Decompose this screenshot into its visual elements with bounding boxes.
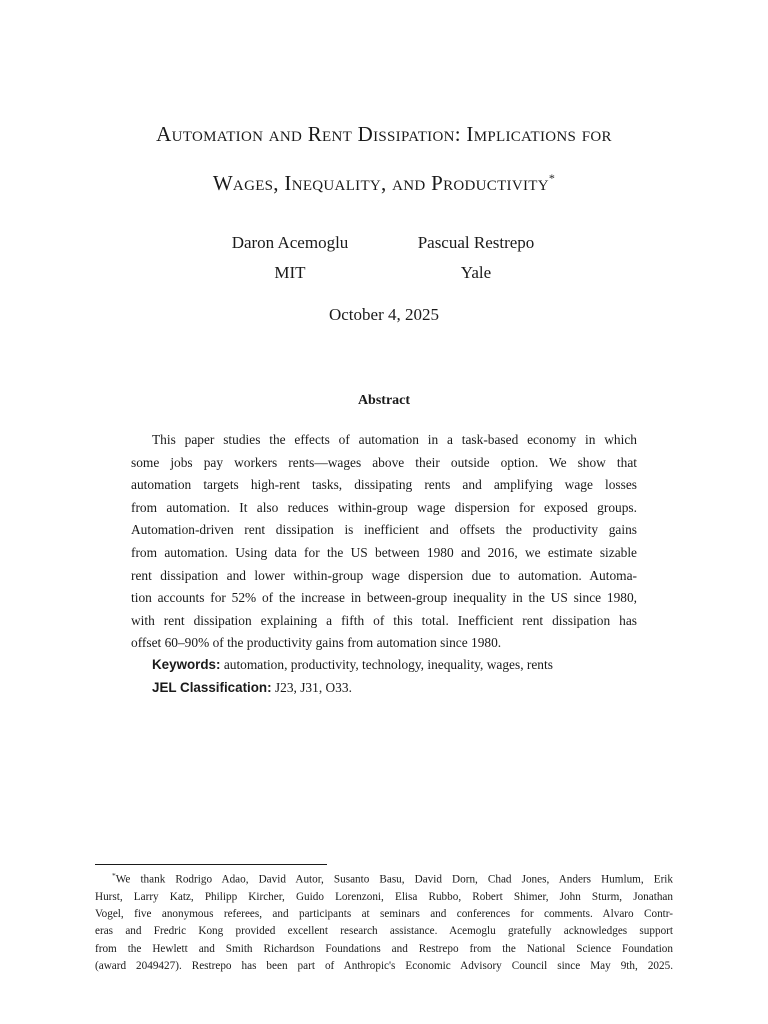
footnote-rule [95, 864, 327, 865]
footnote-line: (award 2049427). Restrepo has been part of Anthropic's Economic Advisory Council since May 9th, 2025. [95, 959, 673, 972]
abstract-line: offset 60–90% of the productivity gains from automation since 1980. [131, 635, 502, 651]
paper-date: October 4, 2025 [328, 305, 439, 324]
title-line-2 [60, 156, 708, 205]
abstract-line: from automation. It also reduces within-group wage dispersion for exposed groups. [131, 499, 637, 515]
abstract-heading: Abstract [357, 393, 411, 408]
keywords-label: Keywords: [152, 657, 221, 672]
title-line-2-text: Wages, Inequality, and Productivity [212, 171, 549, 195]
keywords [152, 657, 553, 673]
keywords-text: automation, productivity, technology, inequality, wages, rents [223, 657, 553, 672]
abstract-line: from automation. Using data for the US between 1980 and 2016, we estimate sizable [131, 544, 637, 560]
footnote-line: eras and Fredric Kong provided excellent research assistance. Acemoglu gratefully acknowledges support [95, 925, 673, 938]
abstract-line: Automation-driven rent dissipation is inefficient and offsets the productivity gains [131, 522, 637, 538]
abstract-line: This paper studies the effects of automation in a task-based economy in which [152, 432, 637, 447]
author-2 [376, 228, 576, 288]
author-affiliation: MIT [274, 263, 306, 282]
footnote-line [95, 867, 673, 889]
footnote [95, 867, 673, 975]
jel-classification [152, 680, 352, 696]
jel-text: J23, J31, O33. [274, 680, 352, 695]
footnote-line: Hurst, Larry Katz, Philipp Kircher, Guido Lorenzoni, Elisa Rubbo, Robert Shimer, John Sturm, Jonathan [95, 890, 673, 903]
title-line-1: Automation and Rent Dissipation: Implications for [156, 122, 612, 146]
title-footnote-mark: * [548, 171, 556, 185]
author-1 [190, 228, 390, 288]
author-name: Daron Acemoglu [231, 233, 349, 252]
abstract-line: tion accounts for 52% of the increase in between-group inequality in the US since 1980, [131, 590, 637, 606]
abstract-line: with rent dissipation explaining a fifth of this total. Inefficient rent dissipation has [131, 612, 637, 628]
footnote-line: from the Hewlett and Smith Richardson Foundations and Restrepo from the National Science Foundation [95, 942, 673, 955]
author-affiliation: Yale [460, 263, 492, 282]
footnote-line-text: We thank Rodrigo Adao, David Autor, Susanto Basu, David Dorn, Chad Jones, Anders Humlum, Erik [115, 873, 673, 886]
footnote-line: Vogel, five anonymous referees, and participants at seminars and conferences for comments. Alvaro Contr- [95, 908, 673, 921]
abstract-text [131, 429, 637, 655]
jel-label: JEL Classification: [152, 680, 272, 695]
abstract-line: automation targets high-rent tasks, dissipating rents and amplifying wage losses [131, 477, 637, 493]
abstract-line: rent dissipation and lower within-group wage dispersion due to automation. Automa- [131, 567, 637, 583]
abstract-line: some jobs pay workers rents—wages above their outside option. We show that [131, 454, 637, 470]
footnote-mark: * [112, 871, 116, 880]
paper-title [60, 112, 708, 205]
author-name: Pascual Restrepo [417, 233, 535, 252]
